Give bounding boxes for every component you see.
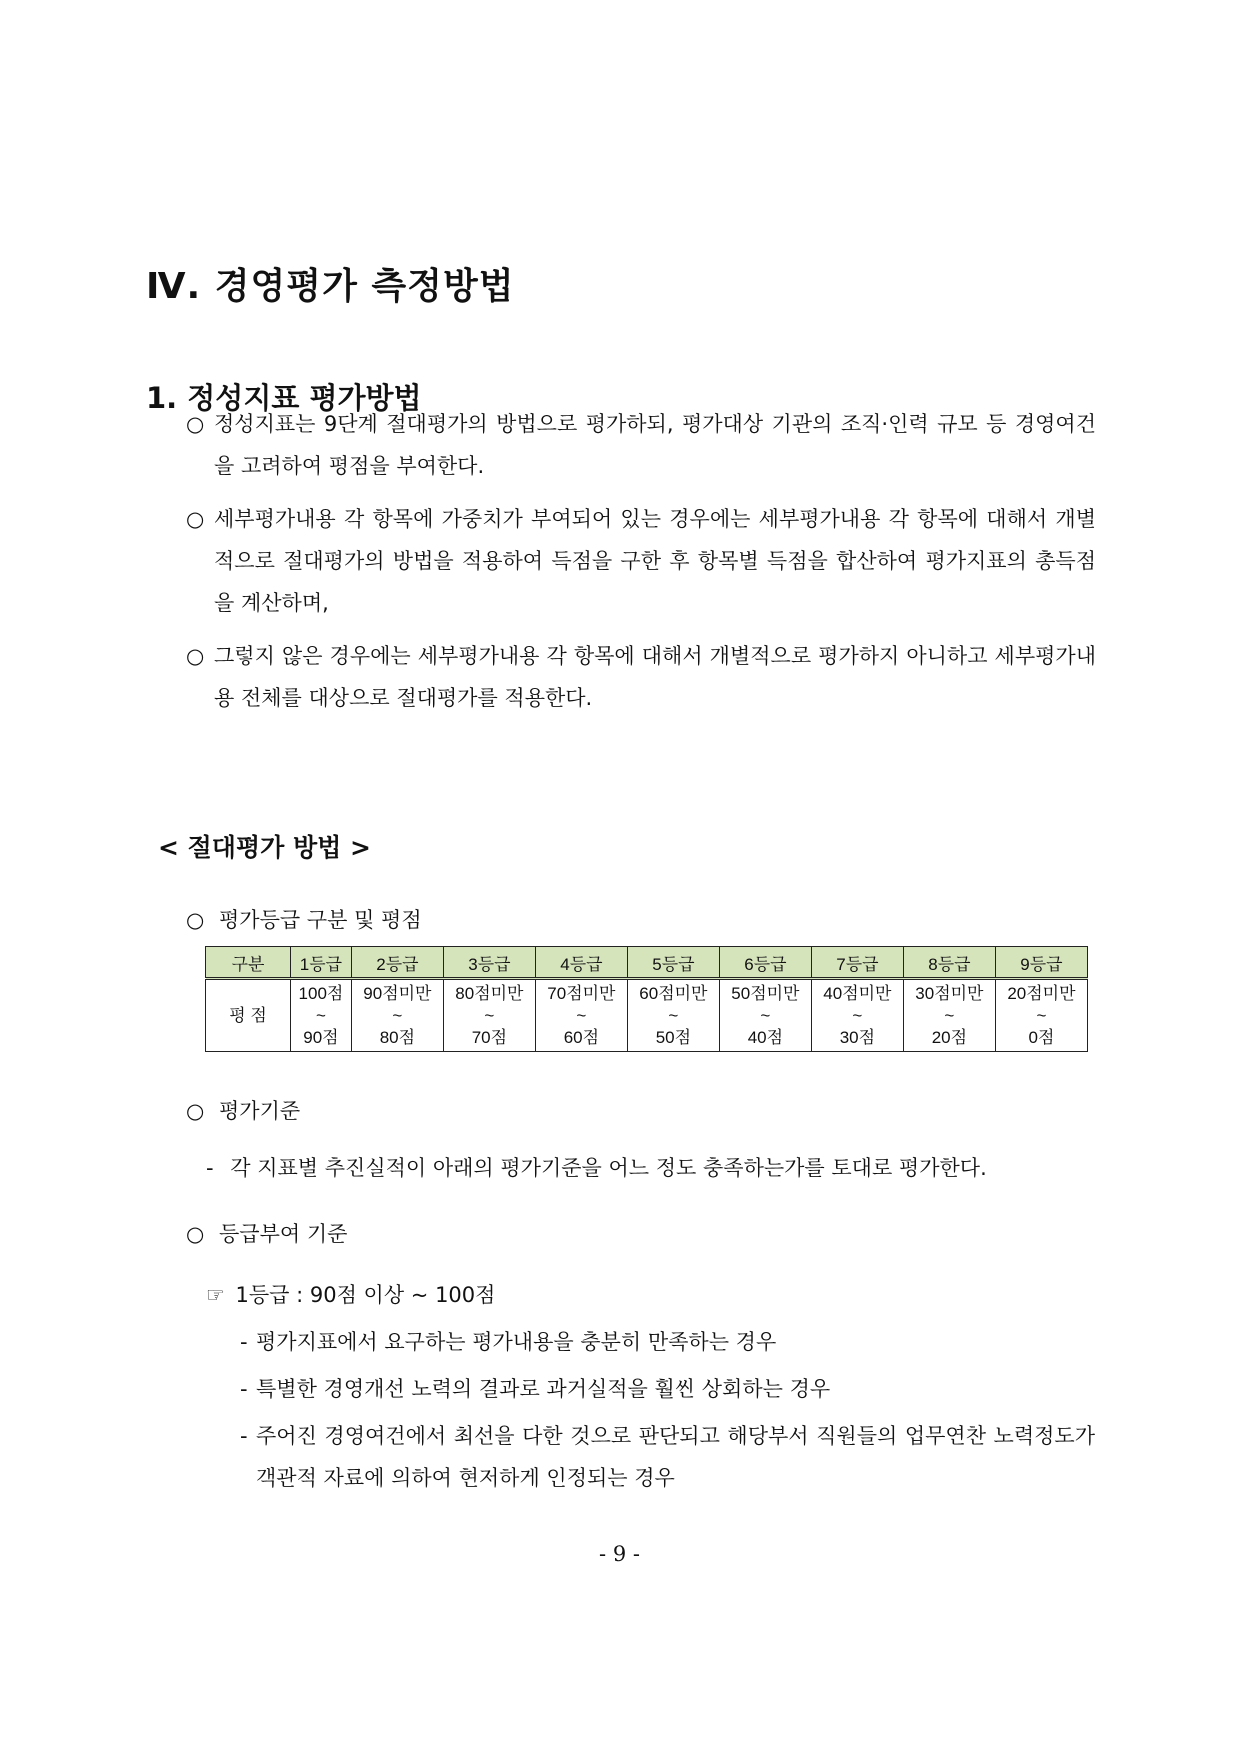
bullet-circle-icon: ○: [186, 507, 205, 531]
page-number: - 9 -: [599, 1542, 640, 1566]
grade-name: 3등급: [443, 947, 535, 979]
grade-table: [205, 946, 1088, 1052]
score-upper: 70점미만: [547, 983, 616, 1003]
grade-name: 2등급: [351, 947, 443, 979]
grade1-label: 1등급 : 90점 이상 ~ 100점: [235, 1283, 496, 1307]
score-tilde: ~: [668, 1005, 679, 1025]
grading-heading-text: 등급부여 기준: [219, 1222, 348, 1246]
dash-icon: -: [240, 1424, 248, 1448]
grade-name: 5등급: [627, 947, 719, 979]
score-range: [903, 979, 995, 1052]
score-lower: 0점: [1028, 1027, 1055, 1047]
criteria-item: [240, 1415, 1095, 1499]
grade-name: 1등급: [291, 947, 352, 979]
pointing-hand-icon: ☞: [206, 1283, 225, 1307]
paragraph-text: 정성지표는 9단계 절대평가의 방법으로 평가하되, 평가대상 기관의 조직·인력 규모 등 경영여건을 고려하여 평점을 부여한다.: [214, 412, 1096, 478]
score-upper: 50점미만: [731, 983, 800, 1003]
grade-table-heading: [186, 904, 422, 934]
score-tilde: ~: [392, 1005, 403, 1025]
score-upper: 90점미만: [363, 983, 432, 1003]
score-tilde: ~: [852, 1005, 863, 1025]
score-tilde: ~: [576, 1005, 587, 1025]
score-range: [995, 979, 1087, 1052]
dash-icon: -: [240, 1377, 248, 1401]
score-lower: 20점: [931, 1027, 968, 1047]
score-upper: 20점미만: [1007, 983, 1076, 1003]
score-upper: 40점미만: [823, 983, 892, 1003]
score-lower: 80점: [379, 1027, 416, 1047]
score-range: [291, 979, 352, 1052]
score-range: [535, 979, 627, 1052]
score-lower: 60점: [563, 1027, 600, 1047]
paragraph: [186, 635, 1096, 719]
grade-name: 8등급: [903, 947, 995, 979]
score-range: [811, 979, 903, 1052]
grade-name: 7등급: [811, 947, 903, 979]
score-lower: 90점: [303, 1027, 339, 1047]
score-tilde: ~: [760, 1005, 771, 1025]
row-label: 평 점: [206, 979, 291, 1052]
criteria-item: [240, 1368, 1095, 1410]
score-tilde: ~: [484, 1005, 495, 1025]
grade-table-heading-text: 평가등급 구분 및 평점: [219, 908, 422, 932]
bullet-circle-icon: ○: [186, 908, 205, 932]
grade1-label-line: [206, 1279, 495, 1309]
criteria-item-text: 주어진 경영여건에서 최선을 다한 것으로 판단되고 해당부서 직원들의 업무연찬 노력정도가 객관적 자료에 의하여 현저하게 인정되는 경우: [256, 1424, 1095, 1490]
criteria-item-text: 평가지표에서 요구하는 평가내용을 충분히 만족하는 경우: [256, 1330, 777, 1354]
score-range: [351, 979, 443, 1052]
paragraph-text: 세부평가내용 각 항목에 가중치가 부여되어 있는 경우에는 세부평가내용 각 항목에 대해서 개별적으로 절대평가의 방법을 적용하여 득점을 구한 후 항목별 득점을 합산하여 평가지표의 총득점을 계산하며,: [214, 507, 1096, 615]
paragraph-text: 그렇지 않은 경우에는 세부평가내용 각 항목에 대해서 개별적으로 평가하지 아니하고 세부평가내용 전체를 대상으로 절대평가를 적용한다.: [214, 644, 1096, 710]
score-lower: 40점: [747, 1027, 784, 1047]
grade-table-score-row: [206, 979, 1088, 1052]
criteria-text: 각 지표별 추진실적이 아래의 평가기준을 어느 정도 충족하는가를 토대로 평가한다.: [230, 1156, 987, 1180]
bullet-circle-icon: ○: [186, 1099, 205, 1123]
grading-heading: [186, 1218, 347, 1248]
score-tilde: ~: [944, 1005, 955, 1025]
score-tilde: ~: [315, 1005, 326, 1025]
score-range: [719, 979, 811, 1052]
paragraph: [186, 403, 1096, 487]
grade-name: 9등급: [995, 947, 1087, 979]
score-upper: 60점미만: [639, 983, 708, 1003]
bullet-circle-icon: ○: [186, 644, 205, 668]
criteria-heading-text: 평가기준: [219, 1099, 301, 1123]
score-lower: 30점: [839, 1027, 876, 1047]
score-tilde: ~: [1036, 1005, 1047, 1025]
bullet-circle-icon: ○: [186, 412, 205, 436]
dash-icon: -: [240, 1330, 248, 1354]
criteria-heading: [186, 1095, 300, 1125]
section-title: Ⅳ. 경영평가 측정방법: [146, 266, 515, 307]
score-upper: 80점미만: [455, 983, 524, 1003]
method-title: < 절대평가 방법 >: [158, 833, 371, 862]
score-upper: 30점미만: [915, 983, 984, 1003]
score-lower: 70점: [471, 1027, 508, 1047]
grade-table-header-row: [206, 947, 1088, 979]
header-label: 구분: [206, 947, 291, 979]
criteria-item-text: 특별한 경영개선 노력의 결과로 과거실적을 훨씬 상회하는 경우: [256, 1377, 831, 1401]
subsection-title: 1. 정성지표 평가방법: [146, 381, 422, 415]
score-upper: 100점: [298, 983, 344, 1003]
score-range: [443, 979, 535, 1052]
bullet-circle-icon: ○: [186, 1222, 205, 1246]
paragraph: [186, 498, 1096, 624]
criteria-line: [206, 1152, 987, 1182]
criteria-item: [240, 1321, 1095, 1363]
grade-name: 6등급: [719, 947, 811, 979]
dash-icon: -: [206, 1156, 214, 1180]
score-range: [627, 979, 719, 1052]
score-lower: 50점: [655, 1027, 692, 1047]
grade-name: 4등급: [535, 947, 627, 979]
